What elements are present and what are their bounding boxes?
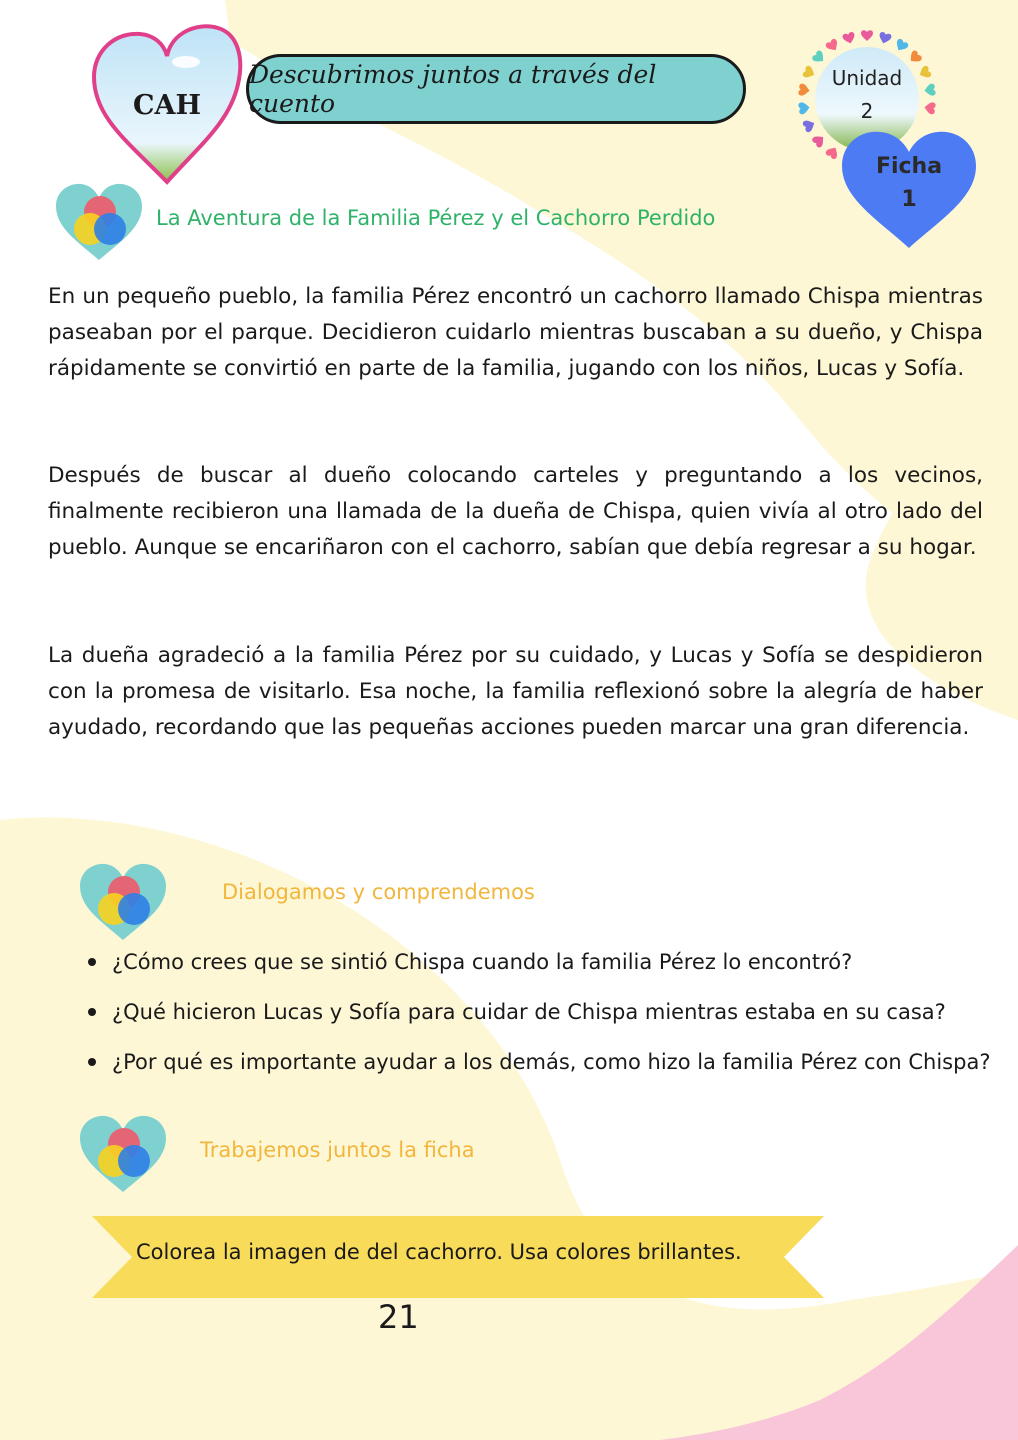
dialog-heart-icon xyxy=(78,862,168,946)
unit-label xyxy=(796,62,938,128)
wreath-heart-icon xyxy=(878,31,893,45)
question-item xyxy=(88,950,1008,974)
wreath-heart-icon xyxy=(861,30,873,41)
cah-logo xyxy=(88,22,246,192)
bullet-icon xyxy=(88,1058,96,1066)
wreath-heart-icon xyxy=(842,31,857,45)
page-number: 21 xyxy=(378,1298,419,1336)
ficha-label xyxy=(838,150,980,216)
story-title: La Aventura de la Familia Pérez y el Cachorro Perdido xyxy=(156,206,716,230)
banner-title: Descubrimos juntos a través del cuento xyxy=(249,60,657,118)
story-paragraph-1: En un pequeño pueblo, la familia Pérez encontró un cachorro llamado Chispa mientras paseaban por el parque. Decidieron cuidarlo mientras buscaban a su dueño, y Chispa rápidamente se convirtió en parte de la familia, jugando con los niños, Lucas y Sofía. xyxy=(48,284,983,381)
work-heading: Trabajemos juntos la ficha xyxy=(200,1138,475,1162)
question-text: ¿Cómo crees que se sintió Chispa cuando la familia Pérez lo encontró? xyxy=(112,950,853,974)
instruction-ribbon xyxy=(92,1216,824,1298)
wreath-heart-icon xyxy=(811,132,827,148)
instruction-text: Colorea la imagen de del cachorro. Usa colores brillantes. xyxy=(136,1240,742,1264)
bullet-icon xyxy=(88,1008,96,1016)
dialog-heading: Dialogamos y comprendemos xyxy=(222,880,535,904)
ficha-badge xyxy=(838,128,980,252)
title-banner xyxy=(246,54,746,124)
question-item xyxy=(88,1000,1008,1024)
bullet-icon xyxy=(88,958,96,966)
wreath-heart-icon xyxy=(893,38,909,54)
story-paragraph-3: La dueña agradeció a la familia Pérez por su cuidado, y Lucas y Sofía se despidieron con la promesa de visitarlo. Esa noche, la familia reflexionó sobre la alegría de haber ayudado, recordando que las pequeñas acciones pueden marcar una gran diferencia. xyxy=(48,643,983,740)
ficha-number: 1 xyxy=(901,187,917,212)
story-paragraph-2: Después de buscar al dueño colocando carteles y preguntando a los vecinos, finalmente recibieron una llamada de la dueña de Chispa, quien vivía al otro lado del pueblo. Aunque se encariñaron con el cachorro, sabían que debía regresar a su hogar. xyxy=(48,463,983,560)
unit-number: 2 xyxy=(860,99,874,123)
ficha-word: Ficha xyxy=(875,154,943,179)
question-item xyxy=(88,1050,1008,1074)
question-text: ¿Por qué es importante ayudar a los demás, como hizo la familia Pérez con Chispa? xyxy=(112,1050,991,1074)
wreath-heart-icon xyxy=(825,38,841,54)
question-text: ¿Qué hicieron Lucas y Sofía para cuidar de Chispa mientras estaba en su casa? xyxy=(112,1000,946,1024)
logo-text: CAH xyxy=(133,90,201,121)
work-heart-icon xyxy=(78,1114,168,1198)
unit-word: Unidad xyxy=(831,66,903,90)
story-heart-icon xyxy=(54,182,144,266)
